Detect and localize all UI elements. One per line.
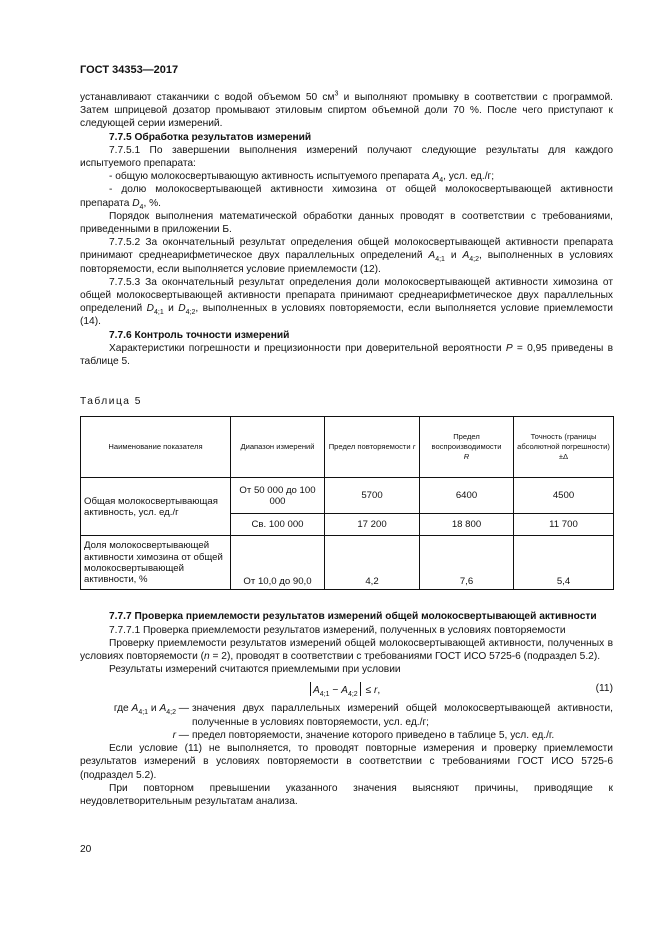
header-reproducibility: Предел воспроизводимости R bbox=[420, 417, 514, 478]
paragraph-7-7-6: Характеристики погрешности и прецизионности при доверительной вероятности P = 0,95 приведены в таблице 5. bbox=[80, 342, 613, 368]
list-item-activity: - общую молокосвертывающую активность испытуемого препарата $A_4$, усл. ед./г; bbox=[109, 171, 495, 185]
legend-label-r: r — bbox=[172, 729, 189, 741]
symbol-legend bbox=[80, 702, 613, 742]
table-caption: Таблица 5 bbox=[80, 396, 142, 408]
cell-r: 17 200 bbox=[325, 514, 420, 536]
cell-r: 4,2 bbox=[325, 536, 420, 590]
header-repeatability: Предел повторяемости r bbox=[325, 417, 420, 478]
paragraph-7-7-5-1: 7.7.5.1 По завершении выполнения измерений получают следующие результаты для каждого испытуемого препарата: bbox=[80, 144, 613, 170]
table-5 bbox=[80, 416, 614, 590]
cell-delta: 11 700 bbox=[514, 514, 614, 536]
formula-11 bbox=[80, 676, 613, 702]
list-item-chymosin-share: - долю молокосвертывающей активности химозина от общей молокосвертывающей активности препарата $D_4$, %. bbox=[80, 184, 613, 211]
paragraph-repeat-exceed: При повторном превышении указанного значения выясняют причины, приводящие к неудовлетворительным результатам анализа. bbox=[80, 782, 613, 807]
section-heading-7-7-5: 7.7.5 Обработка результатов измерений bbox=[109, 131, 312, 143]
paragraph-if-not-met: Если условие (11) не выполняется, то проводят повторные измерения и проверку приемлемости результатов измерений в условиях повторяемости в соответствии с требованиями ГОСТ ИСО 5725-6 (подраздел 5.2). bbox=[80, 743, 613, 781]
cell-range: От 10,0 до 90,0 bbox=[231, 536, 325, 590]
equation-number: (11) bbox=[595, 683, 613, 695]
intro-paragraph: устанавливают стаканчики с водой объемом 50 $см^3$ и выполняют промывку в соответствии с программой. Затем шприцевой дозатор промывают этиловым спиртом объемной доли 70 %. После чего приступают к следующей серии измерений. bbox=[80, 90, 613, 130]
cell-indicator: Доля молокосвертывающей активности химозина от общей молокосвертывающей активности, % bbox=[81, 536, 231, 590]
page-number: 20 bbox=[80, 844, 92, 855]
paragraph-acceptability-check: Проверку приемлемости результатов измерений общей молокосвертывающей активности, полученных в условиях повторяемости (n = 2), проводят в соответствии с требованиями ГОСТ ИСО 5725-6 (подраздел 5.2). bbox=[80, 637, 613, 663]
cell-delta: 4500 bbox=[514, 478, 614, 514]
cell-r: 5700 bbox=[325, 478, 420, 514]
paragraph-processing-order: Порядок выполнения математической обработки данных проводят в соответствии с требованиями, приведенными в приложении Б. bbox=[80, 210, 613, 236]
cell-R: 6400 bbox=[420, 478, 514, 514]
body-text bbox=[80, 91, 613, 808]
section-heading-7-7-7: 7.7.7 Проверка приемлемости результатов измерений общей молокосвертывающей активности bbox=[109, 611, 597, 623]
table-header-row bbox=[81, 417, 614, 478]
formula-expression: $A_{4;1} - A_{4;2} \le r$, bbox=[308, 682, 380, 697]
cell-R: 7,6 bbox=[420, 536, 514, 590]
standard-header: ГОСТ 34353—2017 bbox=[80, 64, 179, 76]
table-row bbox=[81, 536, 614, 590]
cell-range: От 50 000 до 100 000 bbox=[231, 478, 325, 514]
legend-def-a: значения двух параллельных измерений общей молокосвертывающей активности, полученные в условиях повторяемости, усл. ед./г; bbox=[192, 703, 613, 728]
cell-delta: 5,4 bbox=[514, 536, 614, 590]
paragraph-7-7-5-3: 7.7.5.3 За окончательный результат определения доли молокосвертывающей активности химозина от общей молокосвертывающей активности препарата принимают среднеарифметическое двух параллельных определений $D_{4;1}$ и $D_{4;2}$, выполненных в условиях повторяемости, если выполняется условие приемлемости (14). bbox=[80, 276, 613, 328]
paragraph-acceptance-condition: Результаты измерений считаются приемлемыми при условии bbox=[109, 664, 401, 676]
header-indicator: Наименование показателя bbox=[81, 417, 231, 478]
cell-R: 18 800 bbox=[420, 514, 514, 536]
cell-range: Св. 100 000 bbox=[231, 514, 325, 536]
legend-def-r: предел повторяемости, значение которого приведено в таблице 5, усл. ед./г. bbox=[192, 729, 555, 741]
section-heading-7-7-6: 7.7.6 Контроль точности измерений bbox=[109, 329, 290, 341]
table-row bbox=[81, 478, 614, 514]
paragraph-7-7-7-1: 7.7.7.1 Проверка приемлемости результатов измерений, полученных в условиях повторяемости bbox=[109, 624, 566, 636]
legend-label-a: где $A_{4;1}$ и $A_{4;2}$ — bbox=[113, 703, 189, 717]
cell-indicator: Общая молокосвертывающая активность, усл. ед./г bbox=[81, 478, 231, 536]
header-accuracy: Точность (границы абсолютной погрешности) ±Δ bbox=[514, 417, 614, 478]
paragraph-7-7-5-2: 7.7.5.2 За окончательный результат определения общей молокосвертывающей активности препарата принимают среднеарифметическое двух параллельных определений $A_{4;1}$ и $A_{4;2}$, выполненных в условиях повторяемости, если выполняется условие приемлемости (12). bbox=[80, 237, 613, 275]
header-range: Диапазон измерений bbox=[231, 417, 325, 478]
